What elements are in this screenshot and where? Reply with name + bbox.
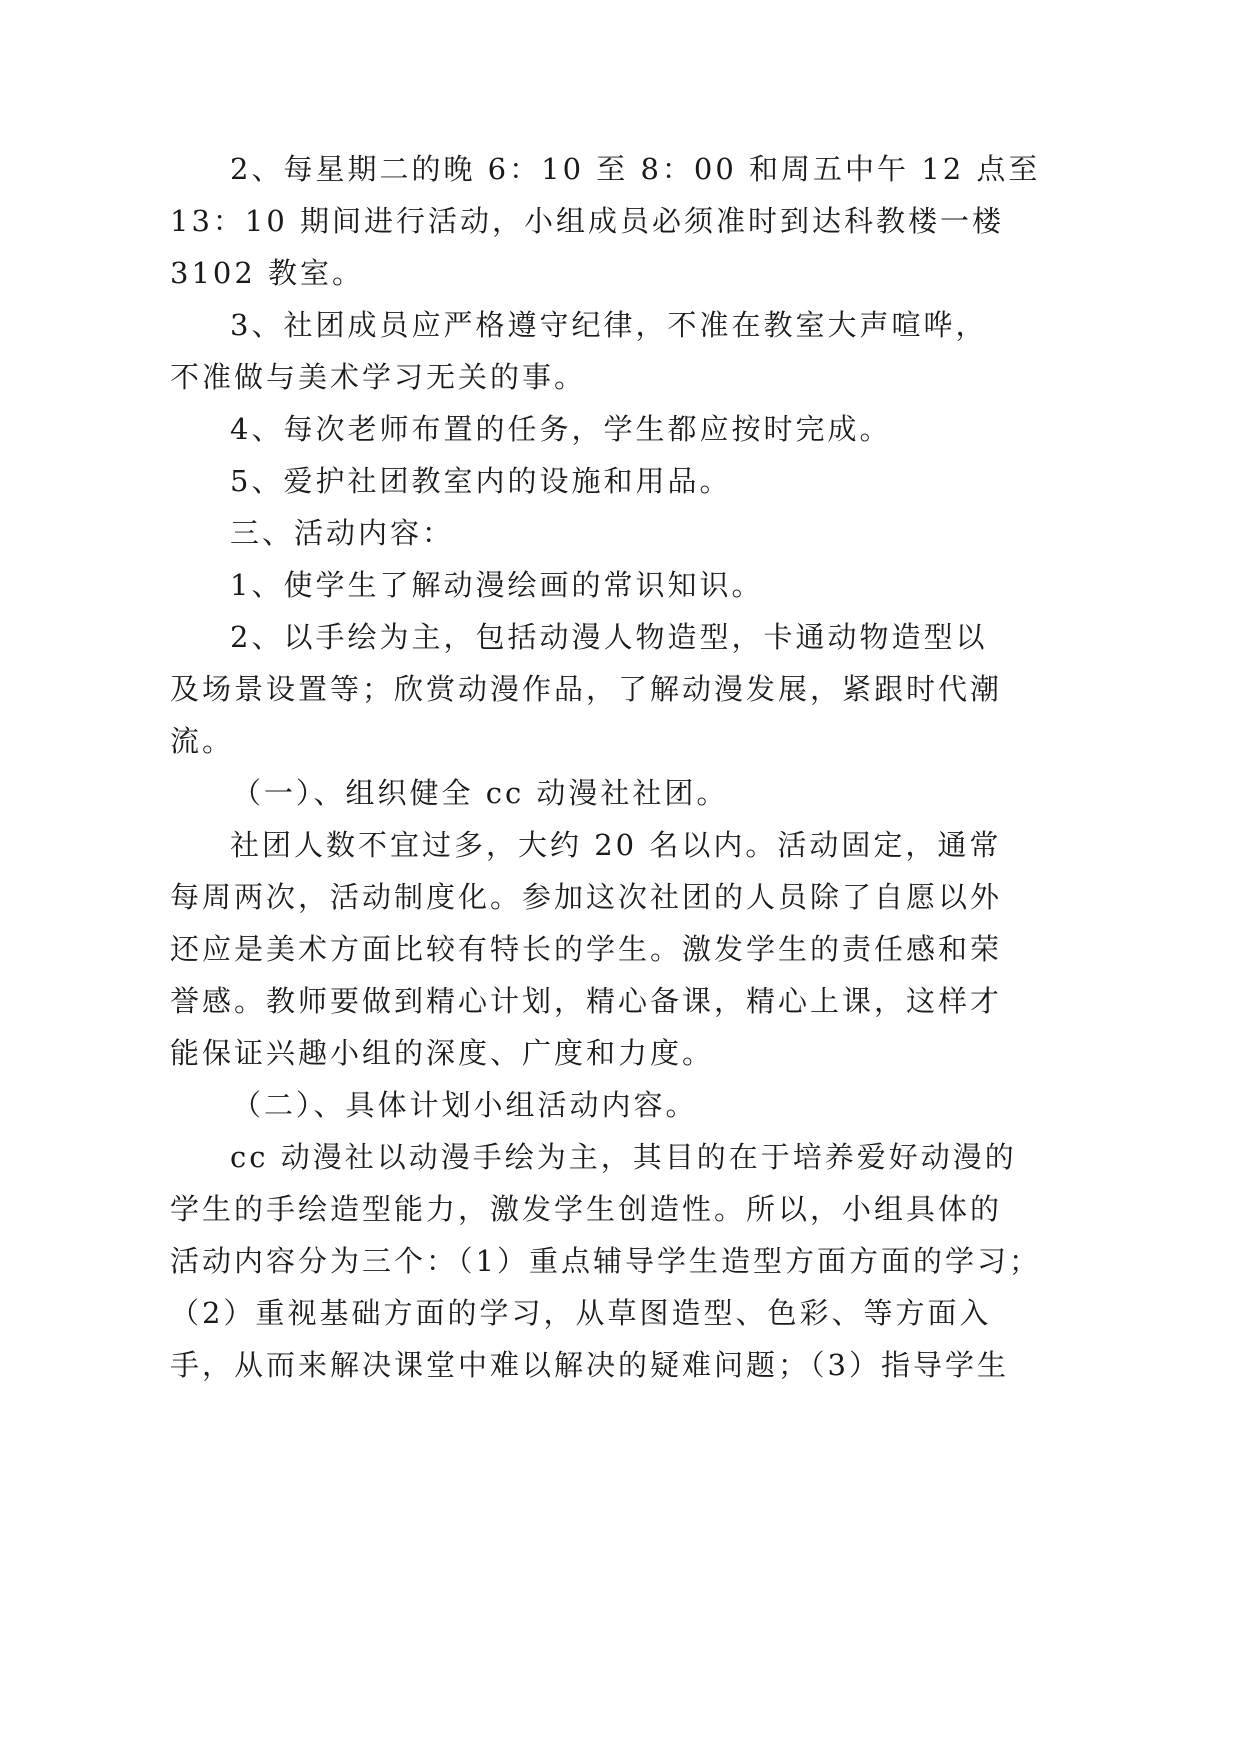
text-line: 3、社团成员应严格遵守纪律，不准在教室大声喧哗， [230, 308, 988, 342]
text-line: 流。 [170, 724, 235, 758]
text-line: 不准做与美术学习无关的事。 [170, 360, 587, 394]
text-line: 5、爱护社团教室内的设施和用品。 [230, 464, 732, 498]
text-line: 2、以手绘为主，包括动漫人物造型，卡通动物造型以 [230, 620, 988, 654]
text-line: 1、使学生了解动漫绘画的常识知识。 [230, 568, 764, 602]
text-line: 13：10 期间进行活动，小组成员必须准时到达科教楼一楼 [170, 204, 1005, 238]
text-line: 还应是美术方面比较有特长的学生。激发学生的责任感和荣 [170, 932, 1003, 966]
text-line: 手，从而来解决课堂中难以解决的疑难问题；（3）指导学生 [170, 1348, 1009, 1382]
text-line: （2）重视基础方面的学习，从草图造型、色彩、等方面入 [170, 1296, 992, 1330]
section-heading: 三、活动内容： [230, 516, 455, 550]
text-line: 3102 教室。 [170, 256, 365, 290]
text-line: 每周两次，活动制度化。参加这次社团的人员除了自愿以外 [170, 880, 1003, 914]
subsection-heading: （二）、具体计划小组活动内容。 [232, 1088, 698, 1122]
text-line: 社团人数不宜过多，大约 20 名以内。活动固定，通常 [230, 828, 1002, 862]
text-line: 学生的手绘造型能力，激发学生创造性。所以，小组具体的 [170, 1192, 1003, 1226]
text-line: 活动内容分为三个：（1）重点辅导学生造型方面方面的学习； [170, 1244, 1041, 1278]
text-line: cc 动漫社以动漫手绘为主，其目的在于培养爱好动漫的 [230, 1140, 1017, 1174]
subsection-heading: （一）、组织健全 cc 动漫社社团。 [232, 776, 729, 810]
text-line: 及场景设置等；欣赏动漫作品，了解动漫发展，紧跟时代潮 [170, 672, 1003, 706]
text-line: 誉感。教师要做到精心计划，精心备课，精心上课，这样才 [170, 984, 1003, 1018]
text-line: 2、每星期二的晚 6：10 至 8：00 和周五中午 12 点至 [230, 152, 1041, 186]
text-line: 4、每次老师布置的任务，学生都应按时完成。 [230, 412, 892, 446]
text-line: 能保证兴趣小组的深度、广度和力度。 [170, 1036, 715, 1070]
